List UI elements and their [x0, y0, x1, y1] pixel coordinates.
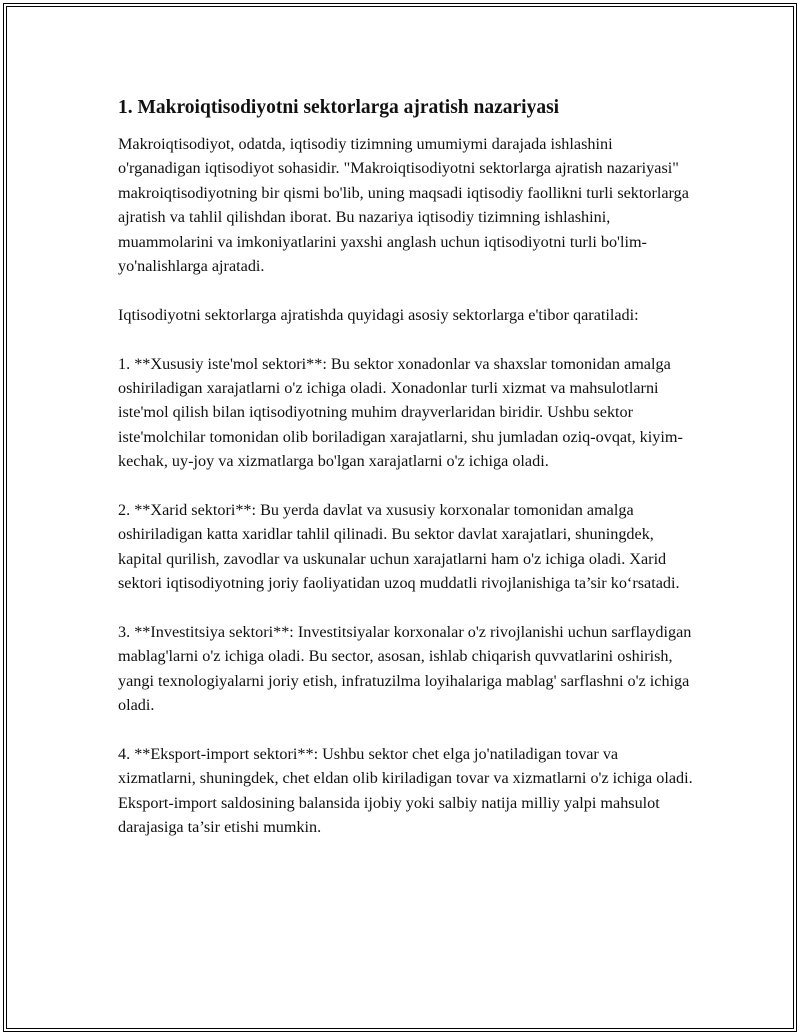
paragraph-sectors-lead: Iqtisodiyotni sektorlarga ajratishda quyidagi asosiy sektorlarga e'tibor qaratiladi: — [118, 305, 639, 324]
paragraph-intro: Makroiqtisodiyot, odatda, iqtisodiy tizimning umumiymi darajada ishlashini o'rganadigan iqtisodiyot sohasidir. "Makroiqtisodiyotni sektorlarga ajratish nazariyasi" makroiqtisodiyotning bir qismi bo'lib, uning maqsadi iqtisodiy faollikni turli sektorlarga ajratish va tahlil qilishdan iborat. Bu nazariya iqtisodiy tizimning ishlashini, muammolarini va imkoniyatlarini yaxshi anglash uchun iqtisodiyotni turli bo'lim- yo'nalishlarga ajratadi. — [118, 135, 689, 276]
paragraph-purchase-sector: 2. **Xarid sektori**: Bu yerda davlat va xususiy korxonalar tomonidan amalga oshiriladigan katta xaridlar tahlil qilinadi. Bu sektor davlat xarajatlari, shuningdek, kapital qurilish, zavodlar va uskunalar uchun xarajatlarni ham o'z ichiga oladi. Xarid sektori iqtisodiyotning joriy faoliyatidan uzoq muddatli rivojlanishiga ta’sir ko‘rsatadi. — [118, 501, 680, 593]
paragraph-export-import-sector: 4. **Eksport-import sektori**: Ushbu sektor chet elga jo'natiladigan tovar va xizmatlarni, shuningdek, chet eldan olib kiriladigan tovar va xizmatlarni o'z ichiga oladi. Eksport-import saldosining balansida ijobiy yoki salbiy natija milliy yalpi mahsulot darajasiga ta’sir etishi mumkin. — [118, 745, 693, 837]
paragraph-private-consumption: 1. **Xususiy iste'mol sektori**: Bu sektor xonadonlar va shaxslar tomonidan amalga oshiriladigan xarajatlarni o'z ichiga oladi. Xonadonlar turli xizmat va mahsulotlarni iste'mol qilish bilan iqtisodiyotning muhim drayverlaridan biridir. Ushbu sektor iste'molchilar tomonidan olib boriladigan xarajatlarni, shu jumladan oziq-ovqat, kiyim-kechak, uy-joy va xizmatlarga bo'lgan xarajatlarni o'z ichiga oladi. — [118, 354, 683, 471]
section-title: 1. Makroiqtisodiyotni sektorlarga ajratish nazariyasi — [118, 97, 560, 118]
document-body — [118, 96, 694, 864]
paragraph-investment-sector: 3. **Investitsiya sektori**: Investitsiyalar korxonalar o'z rivojlanishi uchun sarflaydigan mablag'larni o'z ichiga oladi. Bu sector, asosan, ishlab chiqarish quvvatlarini oshirish, yangi texnologiyalarni joriy etish, infratuzilma loyihalariga mablag' sarflashni o'z ichiga oladi. — [118, 623, 692, 715]
